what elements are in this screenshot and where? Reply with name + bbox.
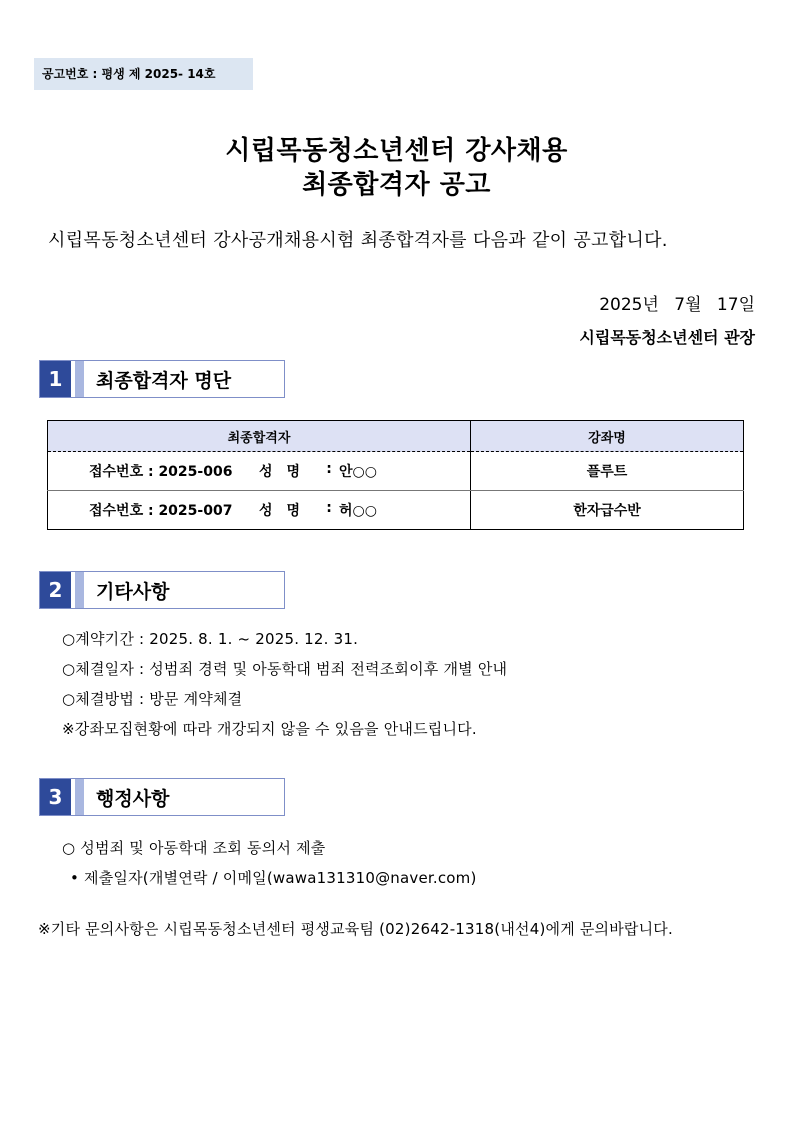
page-title-line2: 최종합격자 공고 — [302, 170, 491, 200]
section-accent-bar — [75, 361, 84, 397]
name-colon: : — [326, 500, 332, 516]
applicant-name: 허○○ — [339, 503, 377, 519]
section-label: 기타사항 — [96, 580, 170, 603]
section-number: 2 — [40, 572, 71, 608]
section-number: 1 — [40, 361, 71, 397]
section-header-1 — [39, 360, 285, 398]
section-accent-bar — [75, 779, 84, 815]
list-item: ○체결방법 : 방문 계약체결 — [62, 690, 243, 708]
table-row — [48, 452, 744, 491]
receipt-number: 접수번호 : 2025-007 — [89, 503, 233, 519]
list-item: • 제출일자(개별연락 / 이메일(wawa131310@naver.com) — [70, 869, 477, 887]
issuer: 시립목동청소년센터 관장 — [579, 328, 755, 347]
footer-note: ※기타 문의사항은 시립목동청소년센터 평생교육팀 (02)2642-1318(내선4)에게 문의바랍니다. — [38, 920, 673, 938]
section-accent-bar — [75, 572, 84, 608]
section-label: 최종합격자 명단 — [96, 369, 232, 392]
page-title-line1: 시립목동청소년센터 강사채용 — [225, 136, 568, 166]
list-item: ※강좌모집현황에 따라 개강되지 않을 수 있음을 안내드립니다. — [62, 720, 477, 738]
finalist-table — [47, 420, 744, 530]
table-row — [48, 491, 744, 530]
announcement-date: 2025년 7월 17일 — [599, 295, 755, 315]
admin-items-list — [62, 833, 477, 893]
applicant-cell — [48, 452, 471, 491]
intro-text: 시립목동청소년센터 강사공개채용시험 최종합격자를 다음과 같이 공고합니다. — [48, 230, 668, 251]
section-header-2 — [39, 571, 285, 609]
section-number: 3 — [40, 779, 71, 815]
name-label: 성명 — [259, 464, 315, 480]
applicant-cell — [48, 491, 471, 530]
list-item: ○계약기간 : 2025. 8. 1. ~ 2025. 12. 31. — [62, 630, 359, 648]
name-label: 성명 — [259, 503, 315, 519]
course-name: 플루트 — [471, 452, 744, 491]
table-header-row — [48, 421, 744, 452]
list-item: ○ 성범죄 및 아동학대 조회 동의서 제출 — [62, 839, 326, 857]
receipt-number: 접수번호 : 2025-006 — [89, 464, 233, 480]
column-header-finalist: 최종합격자 — [48, 421, 471, 452]
name-colon: : — [326, 461, 332, 477]
other-items-list — [62, 624, 507, 744]
column-header-course: 강좌명 — [471, 421, 744, 452]
notice-number: 공고번호 : 평생 제 2025- 14호 — [34, 58, 253, 90]
list-item: ○체결일자 : 성범죄 경력 및 아동학대 범죄 전력조회이후 개별 안내 — [62, 660, 508, 678]
section-header-3 — [39, 778, 285, 816]
section-label: 행정사항 — [96, 787, 170, 810]
applicant-name: 안○○ — [339, 464, 377, 480]
course-name: 한자급수반 — [471, 491, 744, 530]
